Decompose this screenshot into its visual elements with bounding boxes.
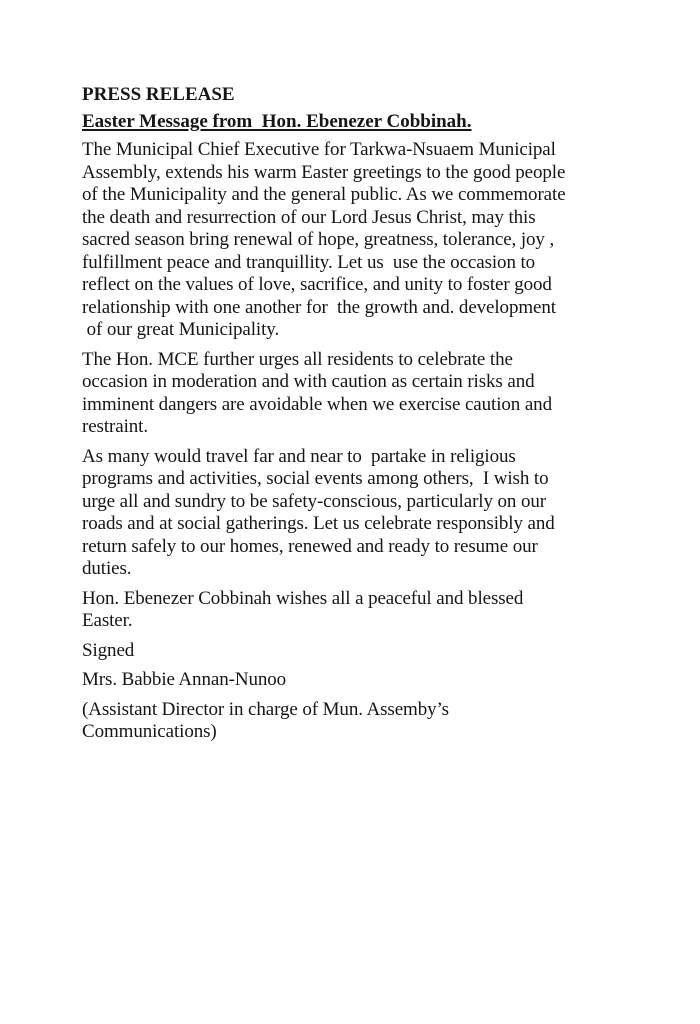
text-line: the death and resurrection of our Lord Jesus Christ, may this (82, 206, 536, 228)
text-line: imminent dangers are avoidable when we exercise caution and (82, 393, 552, 415)
text-line: programs and activities, social events among others, I wish to (82, 468, 549, 489)
text-line: sacred season bring renewal of hope, greatness, tolerance, joy , (82, 229, 555, 250)
text-line: Easter. (82, 610, 133, 631)
signatory-name (82, 669, 682, 692)
text-line: duties. (82, 558, 132, 579)
text-line: reflect on the values of love, sacrifice, and unity to foster good (82, 274, 552, 295)
text-line: Assembly, extends his warm Easter greetings to the good people (82, 161, 566, 183)
text-line: occasion in moderation and with caution as certain risks and (82, 371, 535, 392)
paragraph-safety (82, 446, 682, 581)
text-line: Mrs. Babbie Annan-Nunoo (82, 669, 287, 690)
text-line: The Municipal Chief Executive for Tarkwa-Nsuaem Municipal (82, 139, 556, 160)
text-line: roads and at social gatherings. Let us celebrate responsibly and (82, 513, 555, 534)
press-release-label: PRESS RELEASE (82, 84, 235, 105)
text-line: fulfillment peace and tranquillity. Let us use the occasion to (82, 251, 536, 273)
text-line: of the Municipality and the general public. As we commemorate (82, 184, 566, 205)
text-line: (Assistant Director in charge of Mun. Assemby’s (82, 698, 449, 720)
text-line: relationship with one another for the growth and. development (82, 296, 556, 318)
text-line: Hon. Ebenezer Cobbinah wishes all a peaceful and blessed (82, 587, 524, 609)
signed-label (82, 640, 682, 663)
text-line: of our great Municipality. (82, 319, 280, 340)
paragraph-wishes (82, 588, 682, 633)
paragraph-greetings (82, 139, 682, 342)
text-line: Communications) (82, 721, 217, 742)
text-line: return safely to our homes, renewed and ready to resume our (82, 535, 538, 557)
paragraph-moderation (82, 349, 682, 439)
text-line: As many would travel far and near to partake in religious (82, 445, 516, 467)
text-line: urge all and sundry to be safety-conscious, particularly on our (82, 490, 546, 512)
text-line: The Hon. MCE further urges all residents to celebrate the (82, 348, 513, 370)
text-line: Signed (82, 639, 135, 661)
text-line: restraint. (82, 416, 149, 437)
document-title: Easter Message from Hon. Ebenezer Cobbinah. (82, 111, 472, 132)
signatory-title (82, 699, 682, 744)
press-release-document (82, 84, 682, 751)
